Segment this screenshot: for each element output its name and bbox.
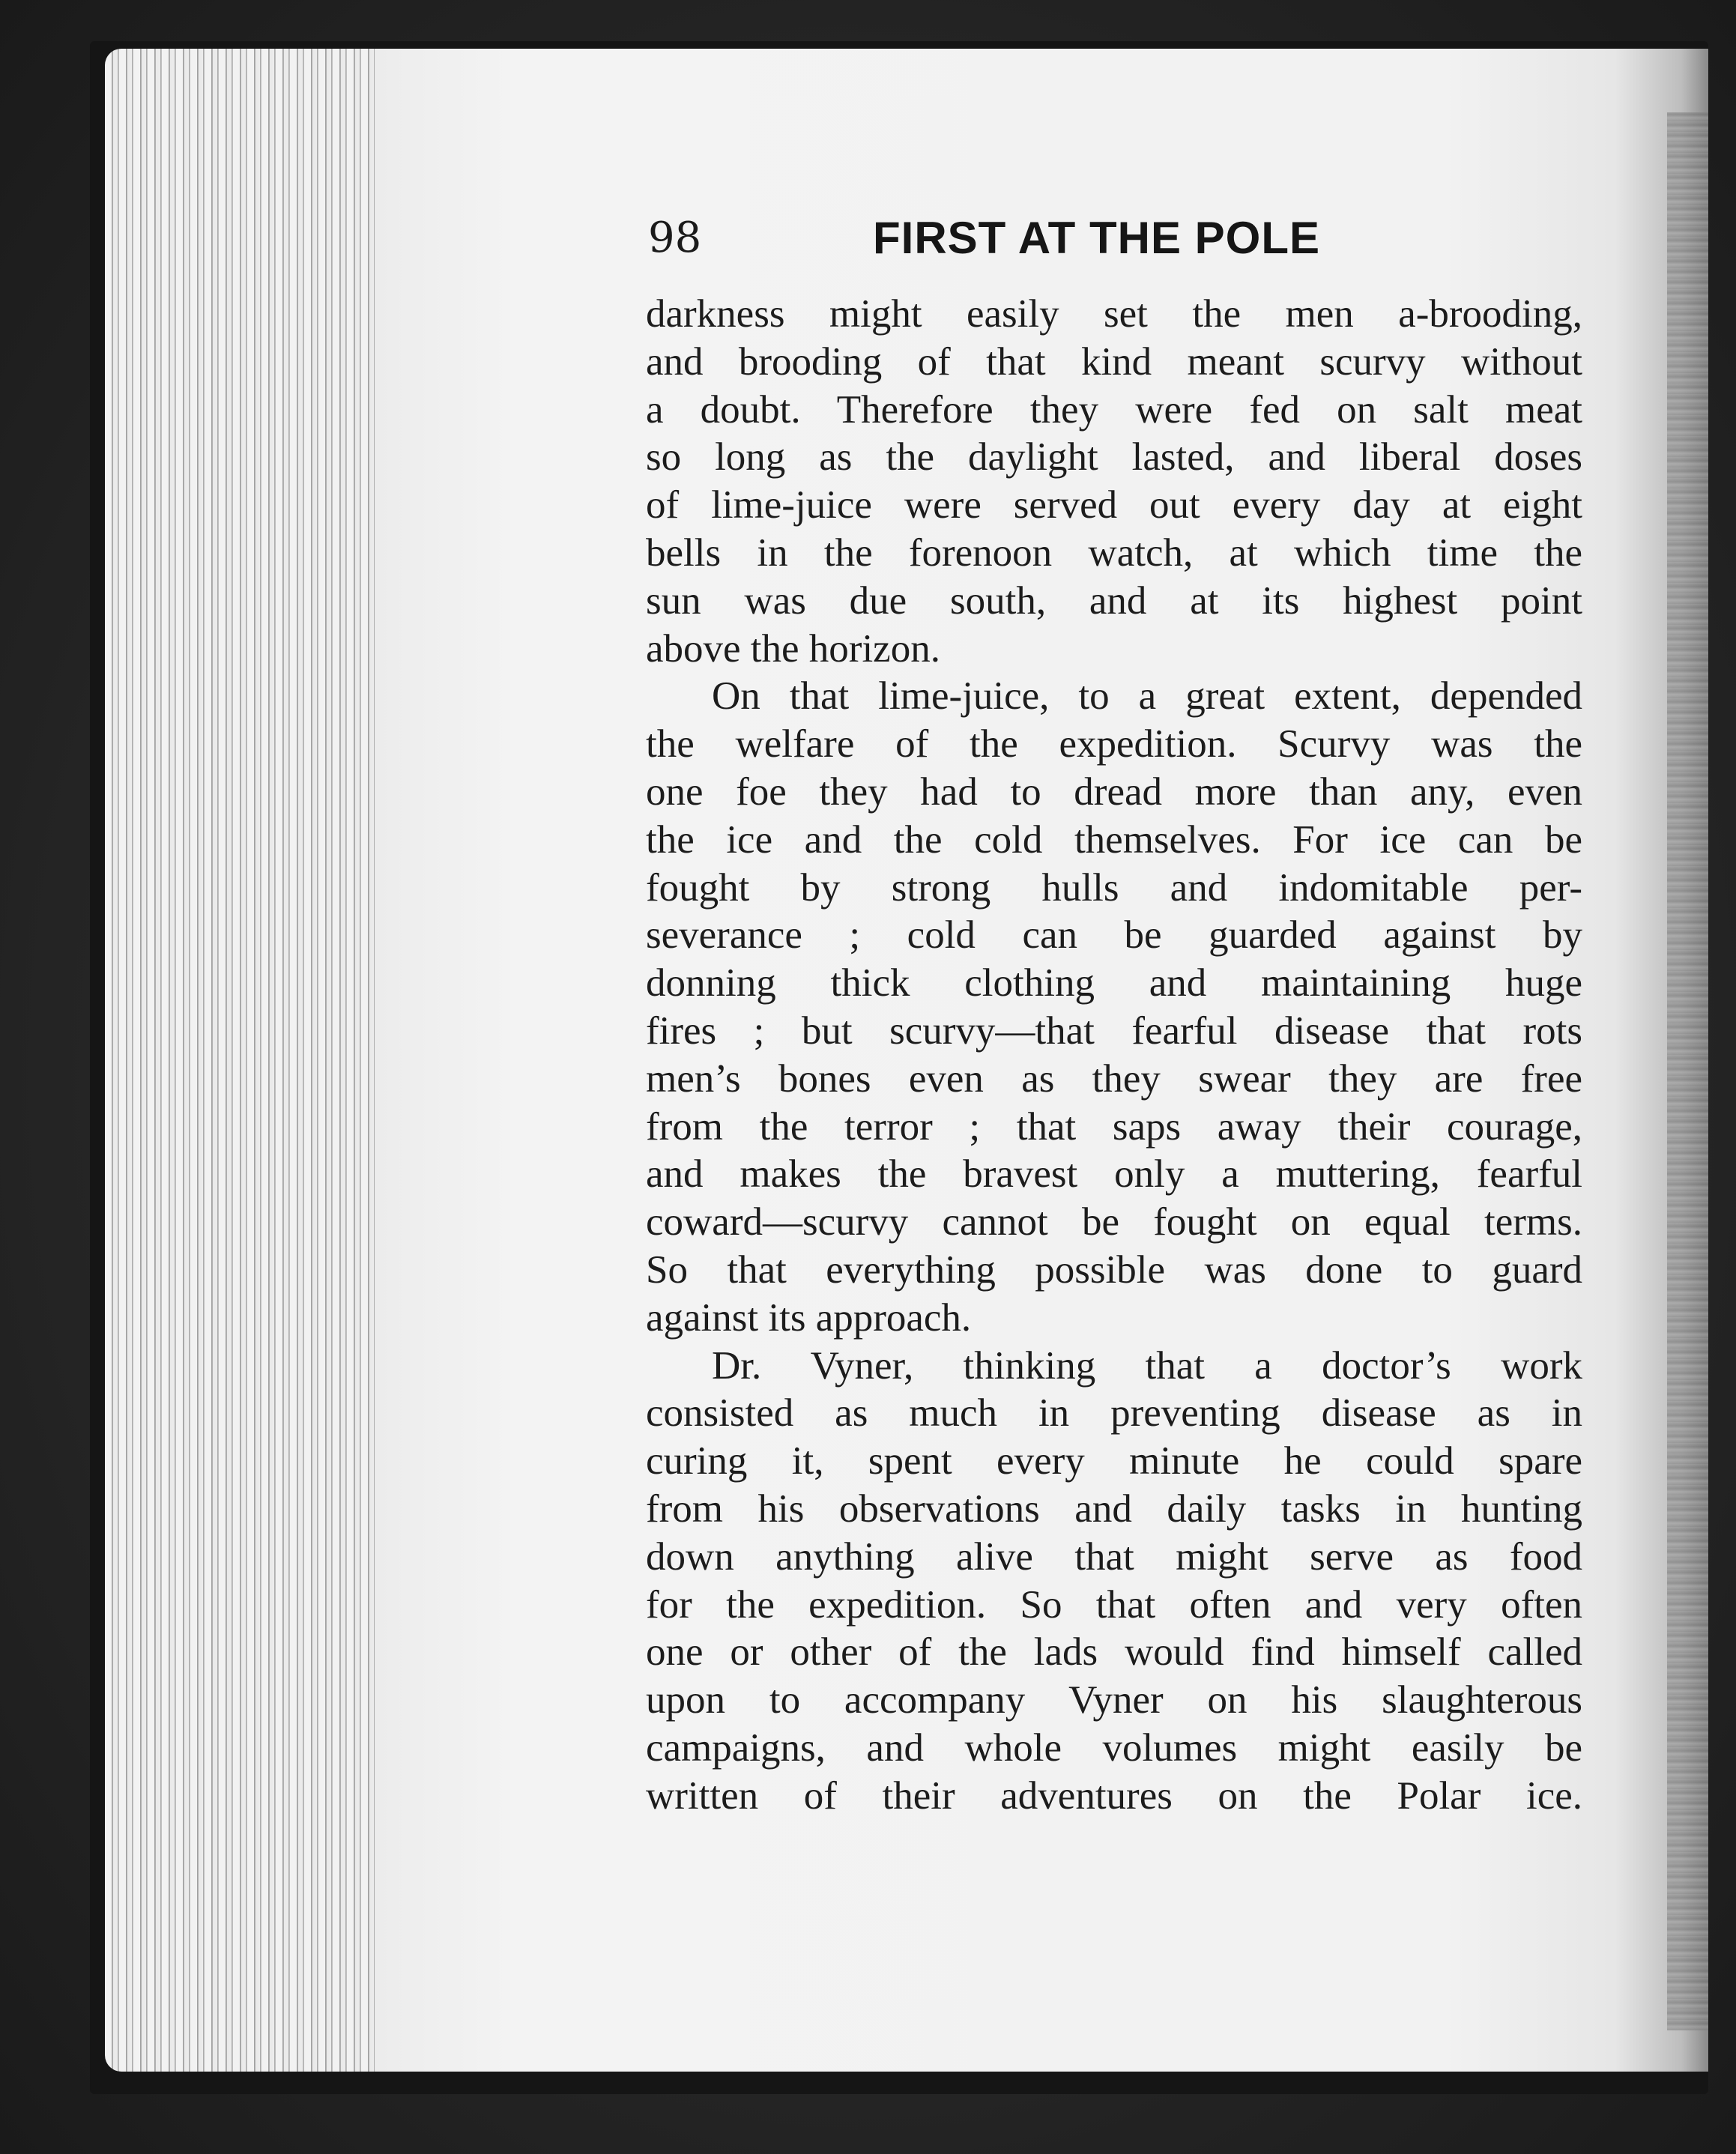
text-line: one foe they had to dread more than any, even — [646, 769, 1582, 814]
text-line: donning thick clothing and maintaining huge — [646, 961, 1582, 1005]
text-line: Dr. Vyner, thinking that a doctor’s work — [712, 1343, 1582, 1388]
text-line: above the horizon. — [646, 626, 940, 671]
page-gutter-shadow — [1667, 112, 1708, 2030]
text-line: campaigns, and whole volumes might easily be — [646, 1725, 1582, 1770]
text-line: fires ; but scurvy—that fearful disease that rots — [646, 1008, 1582, 1053]
text-line: severance ; cold can be guarded against by — [646, 913, 1582, 957]
text-line: upon to accompany Vyner on his slaughterous — [646, 1678, 1582, 1722]
text-line: fought by strong hulls and indomitable per- — [646, 865, 1582, 910]
running-head — [648, 208, 1581, 268]
text-line: against its approach. — [646, 1295, 972, 1340]
text-line: consisted as much in preventing disease as in — [646, 1391, 1582, 1436]
text-line: of lime-juice were served out every day at eight — [646, 483, 1582, 527]
text-line: curing it, spent every minute he could spare — [646, 1439, 1582, 1483]
text-line: for the expedition. So that often and very often — [646, 1582, 1582, 1627]
text-line: the ice and the cold themselves. For ice can be — [646, 817, 1582, 862]
text-line: written of their adventures on the Polar ice. — [646, 1773, 1582, 1818]
text-line: one or other of the lads would find himself called — [646, 1630, 1582, 1675]
text-line: men’s bones even as they swear they are free — [646, 1056, 1582, 1101]
text-line: and makes the bravest only a muttering, fearful — [646, 1152, 1582, 1197]
page-number: 98 — [648, 214, 702, 262]
text-line: the welfare of the expedition. Scurvy was the — [646, 722, 1582, 766]
text-line: darkness might easily set the men a-brooding, — [646, 292, 1582, 336]
text-line: from his observations and daily tasks in hunting — [646, 1486, 1582, 1531]
text-line: coward—scurvy cannot be fought on equal terms. — [646, 1200, 1582, 1244]
text-line: down anything alive that might serve as food — [646, 1534, 1582, 1579]
text-line: and brooding of that kind meant scurvy without — [646, 339, 1582, 384]
text-line: so long as the daylight lasted, and liberal doses — [646, 435, 1582, 479]
body-text — [646, 291, 1582, 1821]
text-line: On that lime-juice, to a great extent, depended — [712, 674, 1582, 718]
text-line: sun was due south, and at its highest point — [646, 578, 1582, 623]
running-title: FIRST AT THE POLE — [873, 213, 1320, 263]
text-line: a doubt. Therefore they were fed on salt meat — [646, 387, 1582, 432]
text-line: So that everything possible was done to guard — [646, 1247, 1582, 1292]
text-line: from the terror ; that saps away their courage, — [646, 1104, 1582, 1149]
page-edges-stack — [105, 49, 390, 2072]
text-line: bells in the forenoon watch, at which time the — [646, 530, 1582, 575]
